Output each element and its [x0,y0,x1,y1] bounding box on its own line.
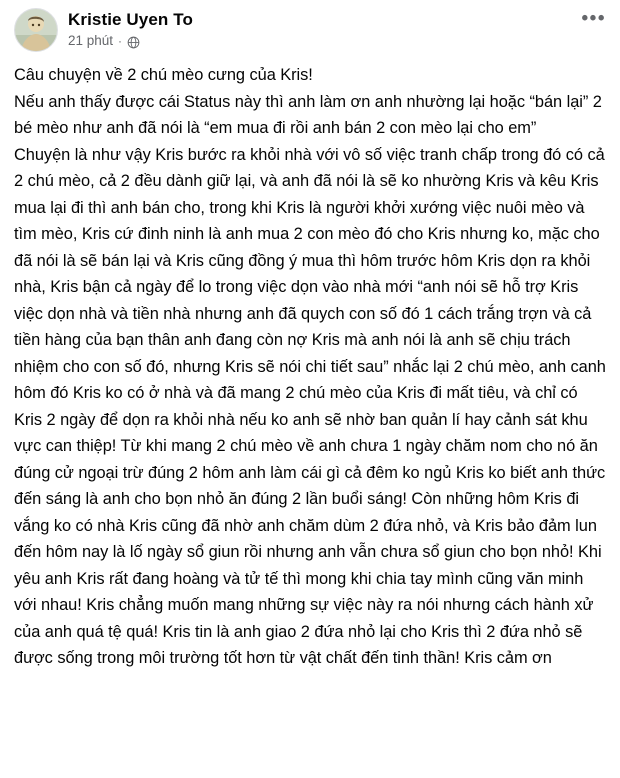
author-name[interactable]: Kristie Uyen To [68,10,193,29]
meta-separator: · [118,34,123,48]
post-paragraph: Chuyện là như vậy Kris bước ra khỏi nhà với vô số việc tranh chấp trong đó có cả 2 chú mèo, cả 2 đều dành giữ lại, và anh đã nói là sẽ ko nhường Kris và kêu Kris mua lại đi thì anh bán cho, trong khi Kris là người khởi xướng việc nuôi mèo và tìm mèo, Kris cứ đinh ninh là anh mua 2 con mèo đó cho Kris nhưng ko, mặc cho đã nói là sẽ bán lại và Kris cũng đồng ý mua thì hôm trước hôm Kris dọn ra khỏi nhà, Kris bận cả ngày để lo trong việc dọn vào nhà mới “anh nói sẽ hỗ trợ Kris việc dọn nhà và tiền nhà nhưng anh đã quych con số đó 1 cách trắng trợn và cả tiền hàng của bạn thân anh đang còn nợ Kris mà anh nói là anh sẽ chịu trách nhiệm cho con số đó, nhưng Kris sẽ nói chi tiết sau” nhắc lại 2 chú mèo, anh canh hôm đó Kris ko có ở nhà và đã mang 2 chú mèo của Kris đi mất tiêu, và chỉ có Kris 2 ngày để dọn ra khỏi nhà nếu ko anh sẽ nhờ ban quản lí hay cảnh sát khu vực can thiệp! Từ khi mang 2 chú mèo về anh chưa 1 ngày chăm nom cho nó ăn đúng cử ngoại trừ đúng 2 hôm anh làm cái gì cả đêm ko ngủ Kris ko biết anh thức đến sáng là anh cho bọn nhỏ ăn đúng 2 lần buổi sáng! Còn những hôm Kris đi vắng ko có nhà Kris cũng đã nhờ anh chăm dùm 2 đứa nhỏ, và Kris bảo đảm lun đến hôm nay là lố ngày sổ giun rồi nhưng anh vẫn chưa sổ giun cho bọn nhỏ! Khi yêu anh Kris rất đang hoàng và tử tế thì mong khi chia tay mình cũng văn minh với nhau! Kris chẳng muốn mang những sự việc này ra nói nhưng cách hành xử của anh quá tệ quá! Kris tin là anh giao 2 đứa nhỏ lại cho Kris thì 2 đứa nhỏ sẽ được sống trong môi trường tốt hơn từ vật chất đến tinh thần! Kris cảm ơn [14,145,606,667]
post-timestamp[interactable]: 21 phút [68,33,114,48]
globe-icon[interactable] [127,36,140,49]
post-header-text [68,8,193,50]
avatar[interactable] [14,8,58,52]
post-header [0,0,620,56]
post-body [0,56,620,778]
post-paragraph: Câu chuyện về 2 chú mèo cưng của Kris! [14,66,313,84]
more-options-button[interactable]: ••• [581,8,606,29]
post-paragraph: Nếu anh thấy được cái Status này thì anh làm ơn anh nhường lại hoặc “bán lại” 2 bé mèo như anh đã nói là “em mua đi rồi anh bán 2 con mèo lại cho em” [14,92,602,137]
avatar-photo [15,9,57,51]
post-meta [68,32,193,50]
